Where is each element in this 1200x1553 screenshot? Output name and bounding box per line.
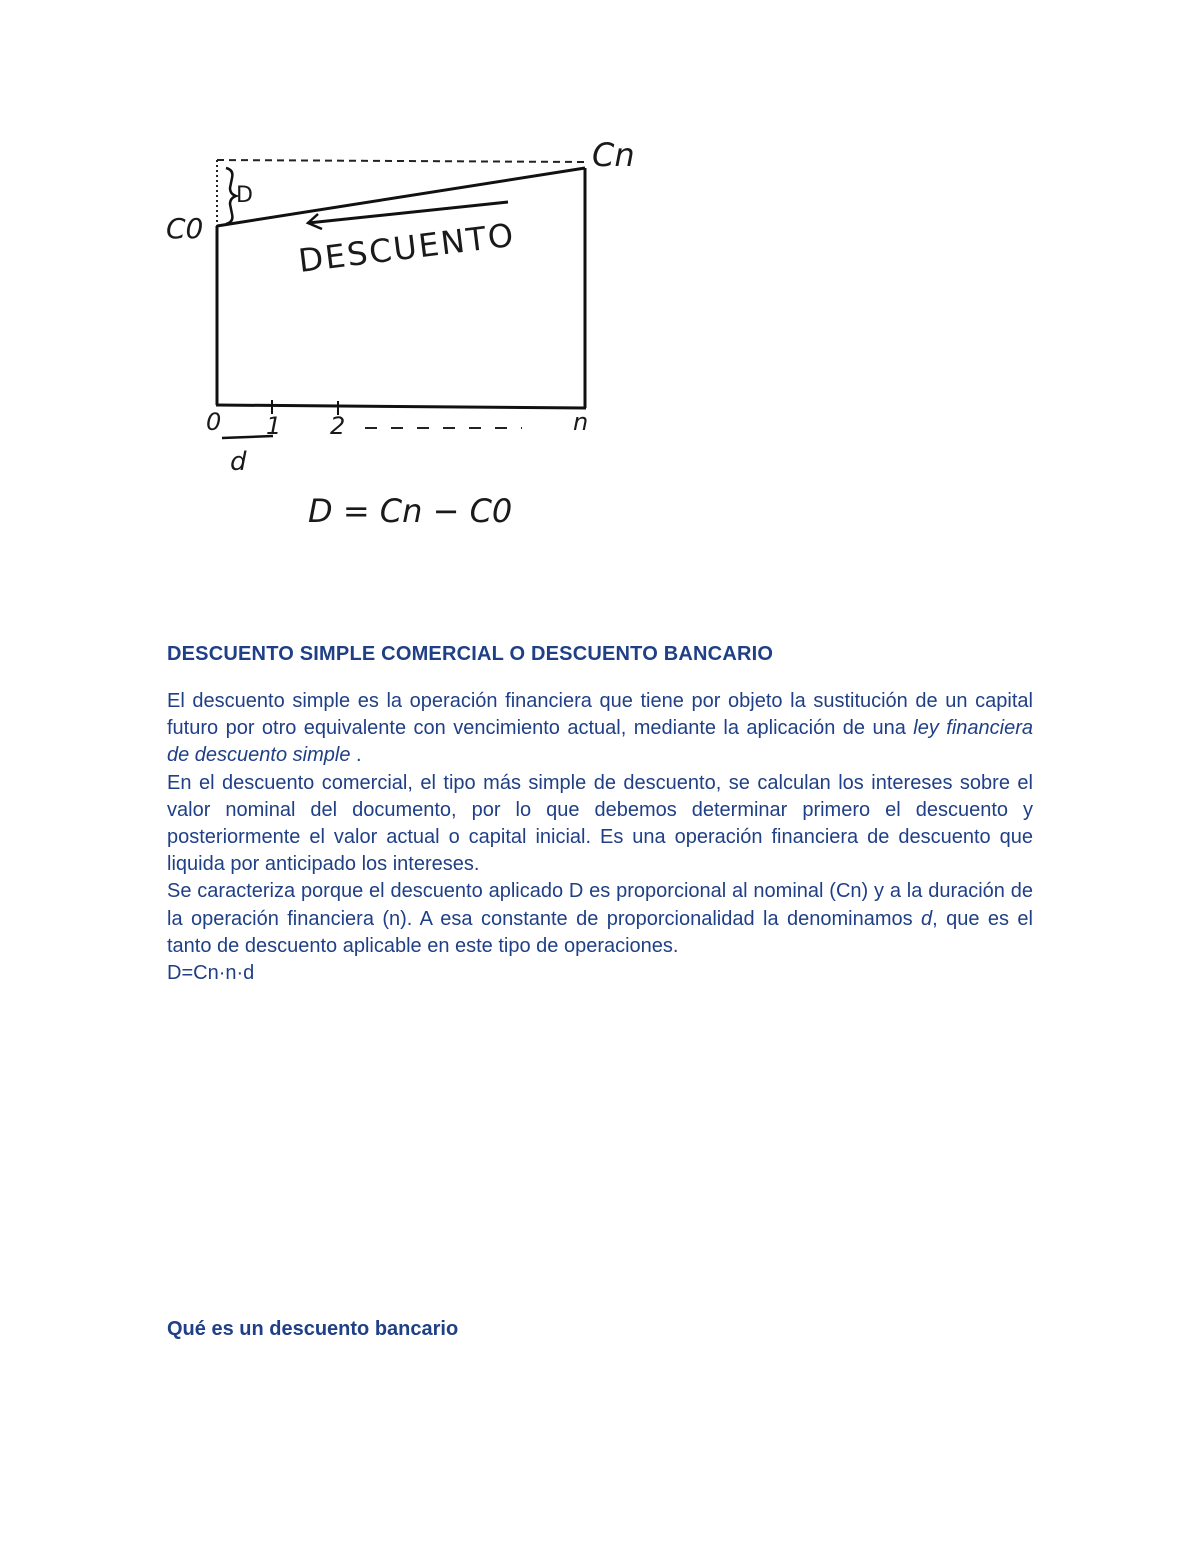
paragraph-definition-end: . [350, 744, 362, 767]
paragraph-characterization-end: , que es el tanto de descuento aplicable en este tipo de operaciones. [167, 907, 1033, 957]
diagram-formula: D = Cn − C0 [308, 492, 513, 530]
subheading: Qué es un descuento bancario [167, 1318, 459, 1340]
diagram-axis-label-0: 0 [206, 408, 222, 436]
paragraph-definition-italic: ley financiera de descuento simple [167, 717, 1033, 767]
diagram-discount-line [217, 168, 585, 226]
diagram-dashed-top [217, 160, 584, 162]
diagram-label-cn: Cn [592, 136, 635, 174]
diagram-label-d-lower: d [230, 447, 247, 477]
diagram-axis-label-n: n [573, 408, 589, 436]
diagram-axis-label-1: 1 [266, 412, 282, 440]
paragraph-definition [167, 688, 1033, 770]
paragraph-commercial-discount: En el descuento comercial, el tipo más simple de descuento, se calculan los intereses sobre el valor nominal del documento, por lo que debemos determinar primero el descuento y posteriormente el valor actual o capital inicial. Es una operación financiera de descuento que liquida por anticipado los intereses. [167, 771, 1033, 876]
diagram-axis-label-2: 2 [330, 412, 346, 440]
section-heading: DESCUENTO SIMPLE COMERCIAL O DESCUENTO BANCARIO [167, 643, 774, 665]
diagram-label-d-upper: D [236, 183, 253, 208]
diagram-label-c0: C0 [166, 212, 204, 245]
body-text [167, 688, 1033, 987]
diagram-label-descuento: DESCUENTO [296, 215, 518, 280]
paragraph-characterization-italic: d [921, 907, 933, 930]
paragraph-characterization-text: Se caracteriza porque el descuento aplicado D es proporcional al nominal (Cn) y a la duración de la operación financiera (n). A esa constante de proporcionalidad la denominamos [167, 880, 1033, 930]
paragraph-characterization [167, 878, 1033, 960]
paragraph-formula: D=Cn·n·d [167, 962, 255, 985]
hand-drawn-discount-diagram [160, 130, 640, 540]
diagram-brace [226, 168, 236, 224]
paragraph-definition-text: El descuento simple es la operación financiera que tiene por objeto la sustitución de un capital futuro por otro equivalente con vencimiento actual, mediante la aplicación de una [167, 690, 1033, 740]
